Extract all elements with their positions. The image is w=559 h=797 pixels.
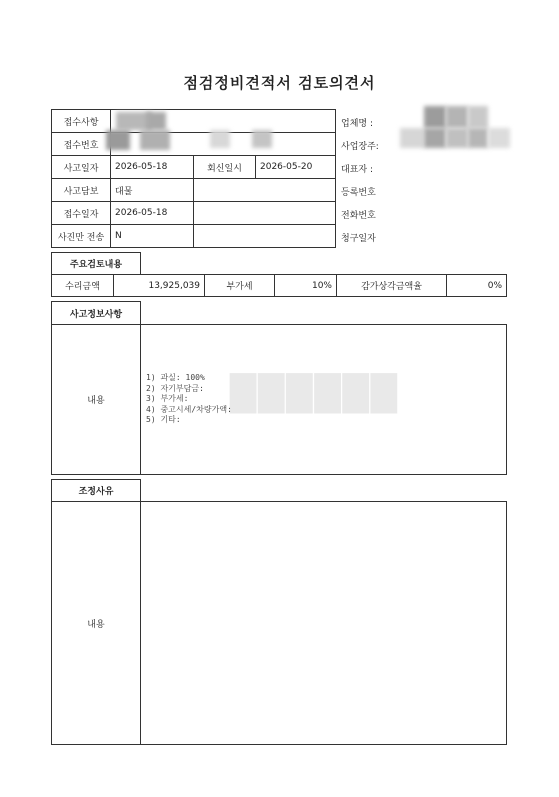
label-accident-coverage: 사고담보	[51, 178, 111, 202]
list-item: 3) 부가세:	[146, 394, 189, 403]
redacted-block	[446, 128, 468, 148]
label-reply-date: 회신일시	[193, 155, 256, 179]
value-accident-date: 2026-05-18	[110, 155, 194, 179]
redacted-block	[140, 130, 170, 150]
empty-cell	[193, 201, 336, 225]
redacted-block	[468, 106, 488, 128]
redacted-block	[424, 106, 446, 128]
value-vat: 10%	[274, 274, 337, 297]
list-item: 4) 중고시세/차량가액:	[146, 404, 232, 414]
redacted-block	[468, 128, 488, 148]
adjustment-content-box	[140, 501, 507, 745]
redacted-block	[400, 128, 424, 148]
label-reception-number: 접수번호	[51, 132, 111, 156]
label-accident-content: 내용	[51, 324, 141, 475]
value-receipt-date: 2026-05-18	[110, 201, 194, 225]
redacted-block	[446, 106, 468, 128]
section-accident-info: 사고정보사항	[51, 301, 141, 325]
section-main-review: 주요검토내용	[51, 252, 141, 275]
value-repair-amount: 13,925,039	[113, 274, 205, 297]
list-item: 5) 기타:	[146, 415, 181, 424]
section-adjustment: 조정사유	[51, 479, 141, 502]
redacted-block	[488, 128, 510, 148]
redacted-block	[210, 130, 230, 148]
value-reply-date: 2026-05-20	[255, 155, 336, 179]
value-depreciation: 0%	[446, 274, 507, 297]
label-phone-number: 전화번호	[341, 211, 376, 221]
label-business-owner: 사업장주:	[341, 142, 379, 152]
empty-cell	[193, 224, 336, 248]
label-photo-only: 사진만 전송	[51, 224, 111, 248]
label-adjustment-content: 내용	[51, 501, 141, 745]
label-reception-info: 접수사항	[51, 109, 111, 133]
watermark: ██████	[230, 374, 399, 414]
value-accident-coverage: 대물	[110, 178, 194, 202]
label-repair-amount: 수리금액	[51, 274, 114, 297]
value-photo-only: N	[110, 224, 194, 248]
label-registration-number: 등록번호	[341, 188, 376, 198]
label-representative: 대표자 :	[341, 165, 373, 175]
redacted-block	[252, 130, 272, 148]
label-company-name: 업체명 :	[341, 119, 373, 129]
redacted-block	[106, 130, 130, 150]
label-receipt-date: 접수일자	[51, 201, 111, 225]
empty-cell	[193, 178, 336, 202]
label-vat: 부가세	[204, 274, 275, 297]
accident-items-list	[146, 373, 232, 426]
list-item: 2) 자기부담금:	[146, 383, 204, 393]
label-depreciation: 감가상각금액율	[336, 274, 447, 297]
label-claim-date: 청구일자	[341, 234, 376, 244]
redacted-block	[146, 112, 166, 130]
label-accident-date: 사고일자	[51, 155, 111, 179]
list-item: 1) 과실: 100%	[146, 373, 205, 382]
redacted-block	[424, 128, 446, 148]
document-title: 점검정비견적서 검토의견서	[183, 74, 376, 92]
